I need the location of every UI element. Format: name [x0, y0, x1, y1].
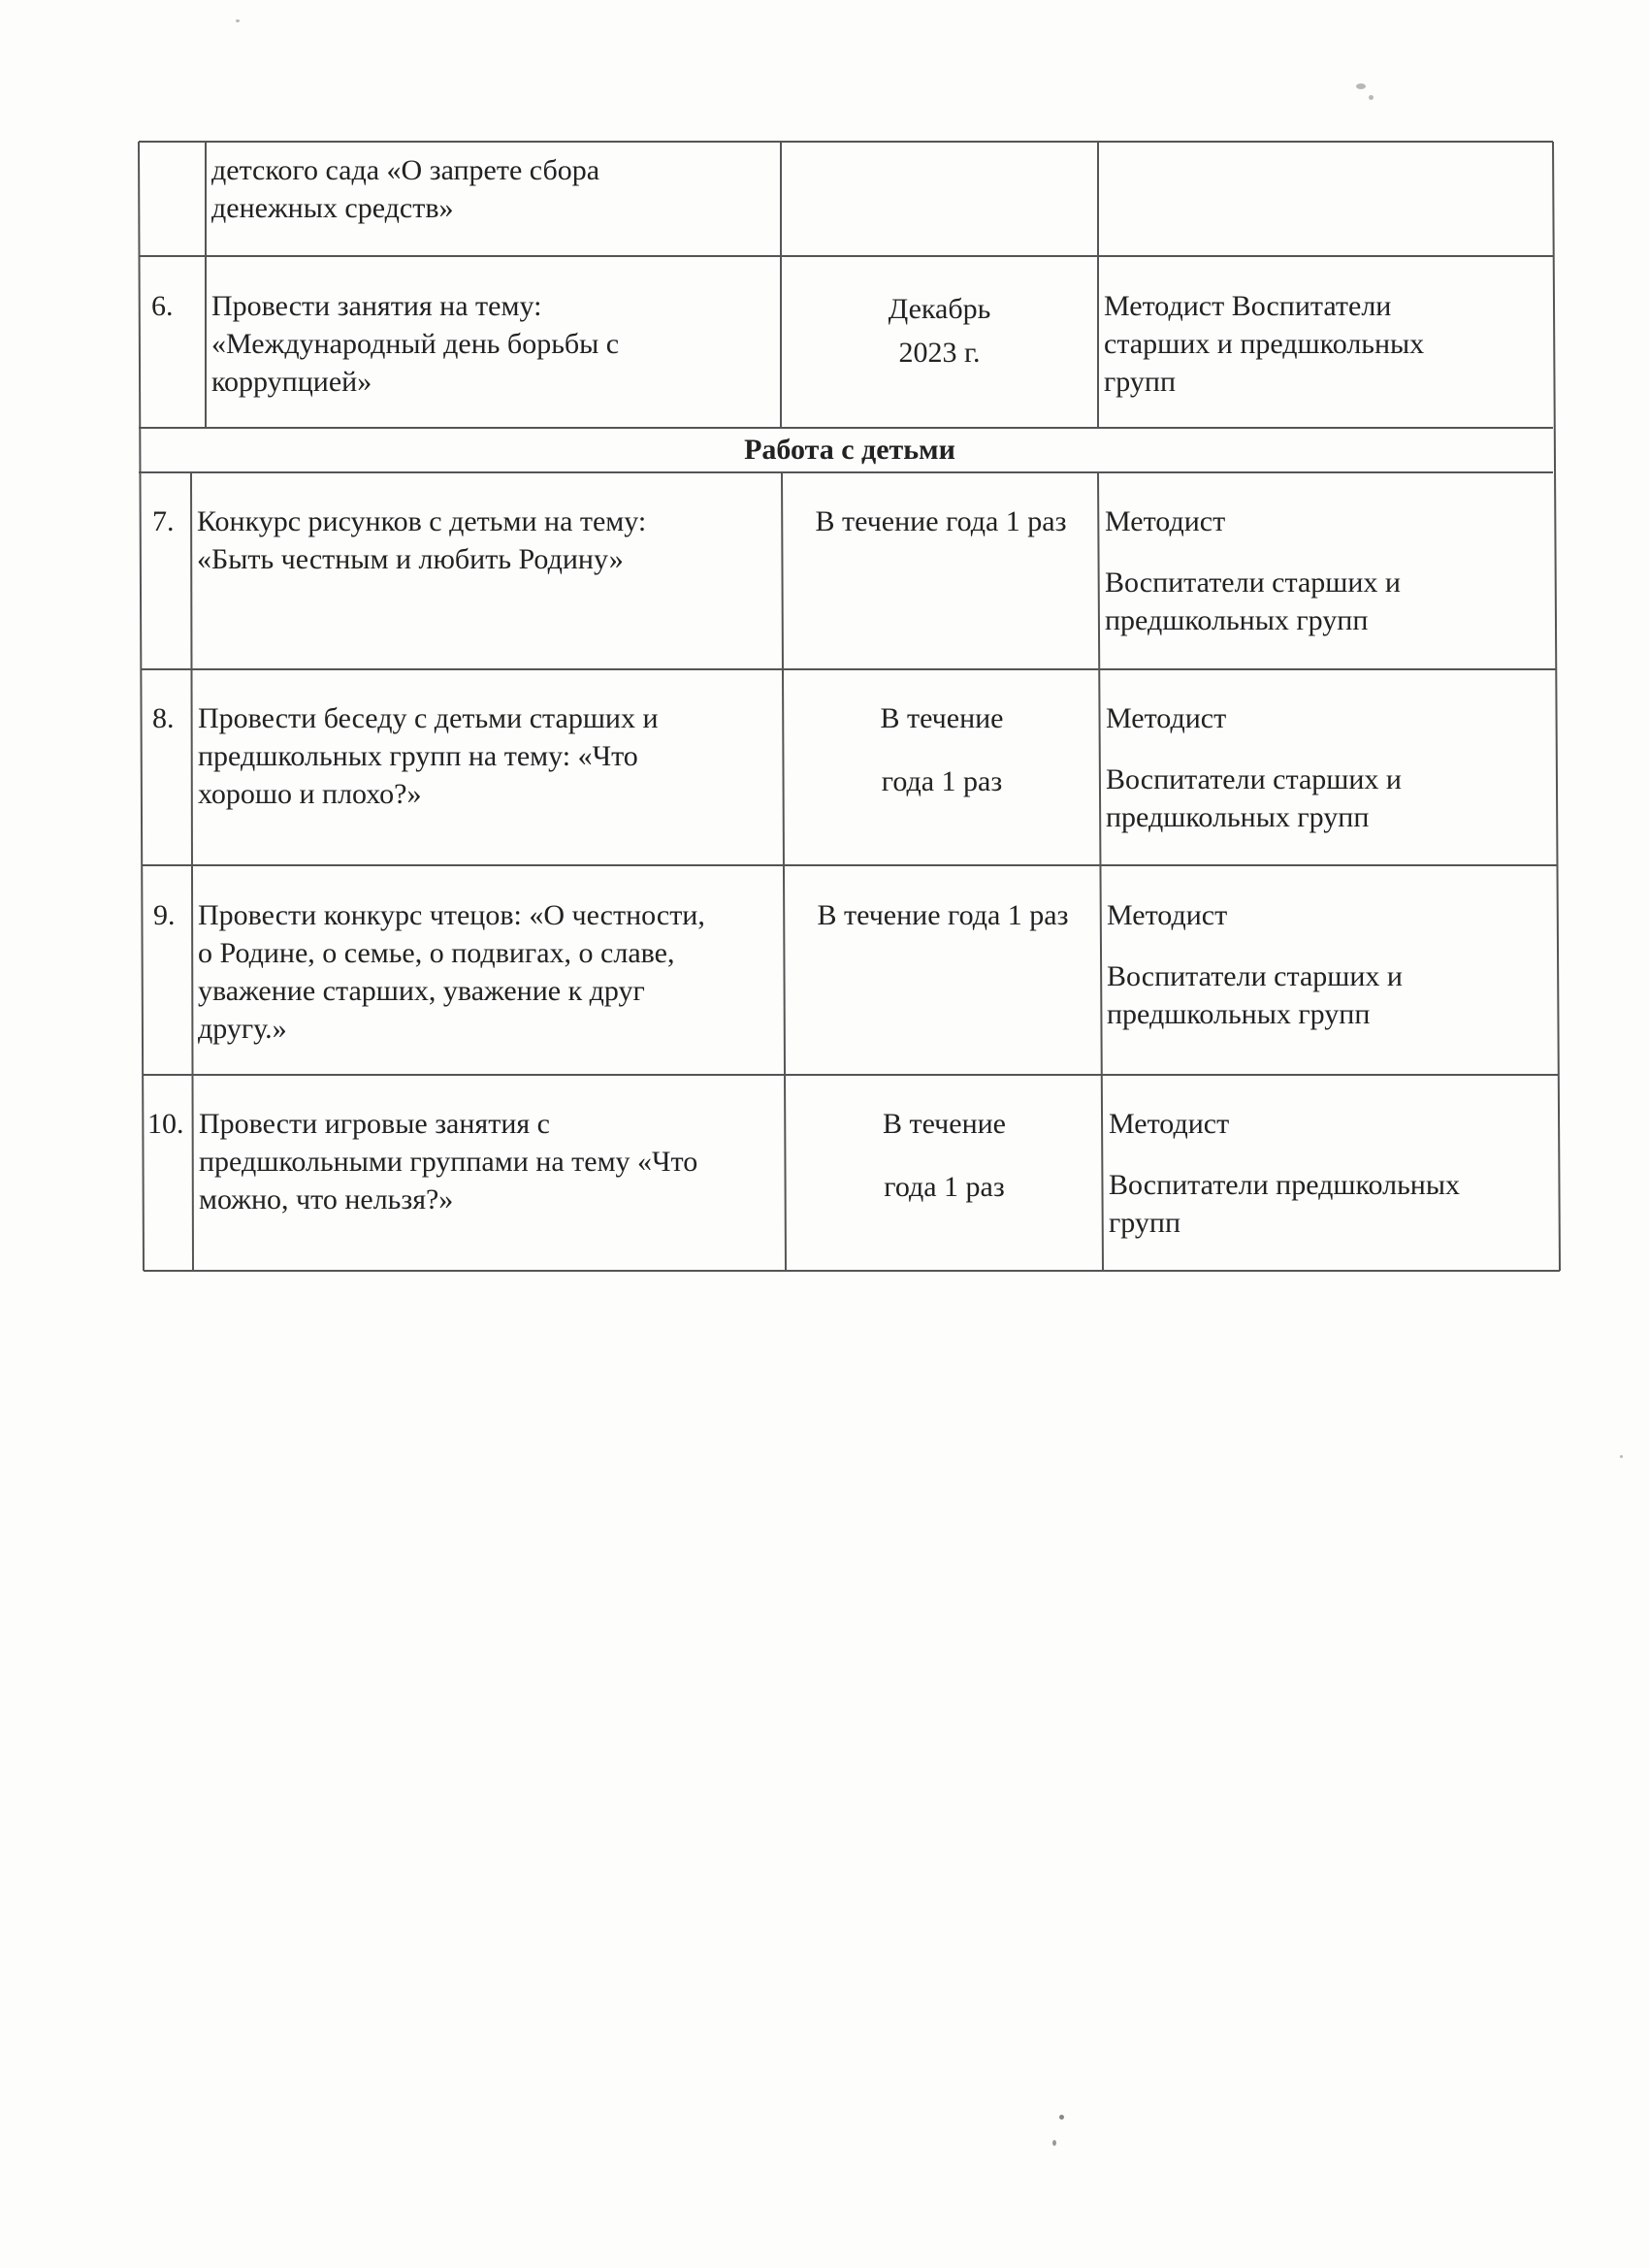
responsible-line: предшкольных групп: [1106, 801, 1370, 833]
row-number: 6.: [151, 290, 174, 322]
responsible-cell: [1105, 502, 1551, 639]
responsible-head: Методист: [1105, 505, 1226, 537]
when-cell: [781, 287, 1098, 374]
responsible-line: Воспитатели старших и: [1105, 567, 1401, 599]
task-line: другу.»: [198, 1013, 287, 1045]
responsible-head: Методист: [1107, 899, 1228, 931]
task-line: Провести игровые занятия с: [199, 1108, 550, 1140]
when-cell: [784, 896, 1102, 934]
task-line: коррупцией»: [211, 366, 372, 398]
responsible-line: групп: [1104, 366, 1177, 398]
row-number: 9.: [153, 899, 176, 931]
responsible-head: Методист: [1106, 702, 1227, 734]
task-line: можно, что нельзя?»: [199, 1183, 454, 1215]
when-cell: [783, 687, 1101, 813]
row-number: 7.: [152, 505, 175, 537]
when-line: года 1 раз: [884, 1171, 1005, 1203]
task-line: Провести занятия на тему:: [211, 290, 542, 322]
task-line: уважение старших, уважение к друг: [198, 975, 645, 1007]
row-number: 10.: [147, 1108, 184, 1140]
when-line: В течение: [882, 1108, 1007, 1140]
task-cell: [211, 287, 774, 401]
responsible-line: предшкольных групп: [1105, 604, 1369, 636]
task-line: о Родине, о семье, о подвигах, о славе,: [198, 937, 675, 969]
task-line: Конкурс рисунков с детьми на тему:: [197, 505, 647, 537]
when-line: Декабрь: [888, 293, 991, 325]
scan-speck: [1356, 83, 1366, 89]
task-line: предшкольных групп на тему: «Что: [198, 740, 638, 772]
task-line: «Быть честным и любить Родину»: [197, 543, 624, 575]
when-line: года 1 раз: [881, 765, 1003, 797]
task-cell: [198, 699, 780, 813]
responsible-head: Методист: [1109, 1108, 1230, 1140]
responsible-cell: [1106, 699, 1552, 836]
task-line: Провести конкурс чтецов: «О честности,: [198, 899, 705, 931]
responsible-cell: [1104, 287, 1550, 401]
responsible-line: предшкольных групп: [1107, 998, 1371, 1030]
responsible-line: Методист Воспитатели: [1104, 290, 1392, 322]
row-number: 8.: [152, 702, 175, 734]
task-cell: [198, 896, 782, 1048]
when-cell: [782, 502, 1100, 540]
responsible-line: групп: [1109, 1207, 1181, 1239]
task-line: предшкольными группами на тему «Что: [199, 1146, 698, 1178]
scan-speck: [1052, 2140, 1056, 2146]
when-line: В течение: [880, 702, 1004, 734]
task-cell: [199, 1105, 783, 1218]
responsible-cell: [1109, 1105, 1555, 1242]
task-cell: [197, 502, 779, 578]
scan-speck: [1059, 2115, 1064, 2120]
responsible-line: Воспитатели старших и: [1106, 763, 1402, 795]
scan-speck: [236, 19, 240, 22]
task-line: хорошо и плохо?»: [198, 778, 422, 810]
task-line: Провести беседу с детьми старших и: [198, 702, 659, 734]
task-line: «Международный день борьбы с: [211, 328, 620, 360]
section-title: Работа с детьми: [744, 434, 955, 466]
responsible-line: Воспитатели предшкольных: [1109, 1169, 1461, 1201]
responsible-line: старших и предшкольных: [1104, 328, 1425, 360]
continued-task-line: детского сада «О запрете сбора: [211, 154, 600, 186]
continued-task-cell: [211, 151, 774, 227]
continued-task-line: денежных средств»: [211, 192, 454, 224]
when-line: В течение года 1 раз: [815, 505, 1067, 537]
responsible-line: Воспитатели старших и: [1107, 960, 1403, 992]
responsible-cell: [1107, 896, 1553, 1033]
scan-speck: [1369, 95, 1374, 100]
scan-speck: [1620, 1455, 1623, 1458]
when-line: 2023 г.: [898, 337, 981, 369]
when-line: В течение года 1 раз: [817, 899, 1069, 931]
when-cell: [786, 1092, 1103, 1218]
